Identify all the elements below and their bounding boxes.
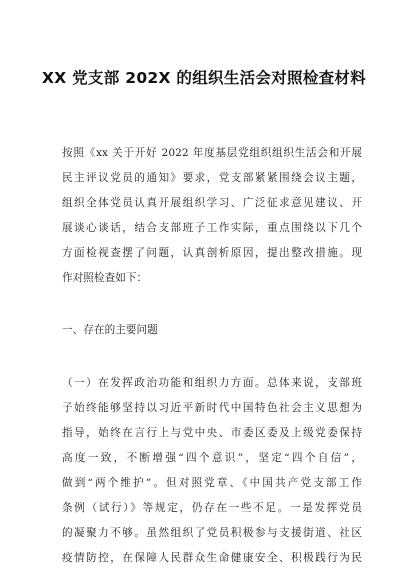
intro-line-1: 按照《xx 关于开好 2022 年度基层党组织组织生活会和开展: [62, 147, 362, 159]
intro-line-3: 组织全体党员认真开展组织学习、广泛征求意见建议、开: [62, 197, 362, 209]
intro-line-4: 展谈心谈话，结合支部班子工作实际，重点围绕以下几个: [62, 222, 362, 234]
body-line-1: （一）在发挥政治功能和组织力方面。总体来说，支部班: [62, 377, 362, 389]
intro-line-5: 方面检视查摆了问题，认真剖析原因，提出整改措施。现: [62, 247, 362, 259]
body-line-2: 子始终能够坚持以习近平新时代中国特色社会主义思想为: [62, 402, 362, 414]
body-line-3: 指导，始终在言行上与党中央、市委区委及上级党委保持: [62, 427, 362, 439]
intro-line-2: 民主评议党员的通知》要求，党支部紧紧围绕会议主题，: [62, 172, 362, 184]
body-line-6: 条例（试行）》等规定，仍存在一些不足。一是发挥党员: [62, 502, 362, 514]
section-heading: 一、存在的主要问题: [62, 324, 158, 336]
body-line-8: 疫情防控，在保障人民群众生命健康安全、积极践行为民: [62, 552, 362, 564]
intro-line-6: 作对照检查如下：: [62, 272, 148, 284]
body-line-7: 的凝聚力不够。虽然组织了党员积极参与支援街道、社区: [62, 527, 362, 539]
document-title: XX 党支部 202X 的组织生活会对照检查材料: [41, 69, 367, 87]
body-line-5: 做到“两个维护”。但对照党章、《中国共产党支部工作: [62, 477, 362, 489]
body-line-4: 高度一致，不断增强“四个意识”，坚定“四个自信”，: [62, 452, 362, 464]
